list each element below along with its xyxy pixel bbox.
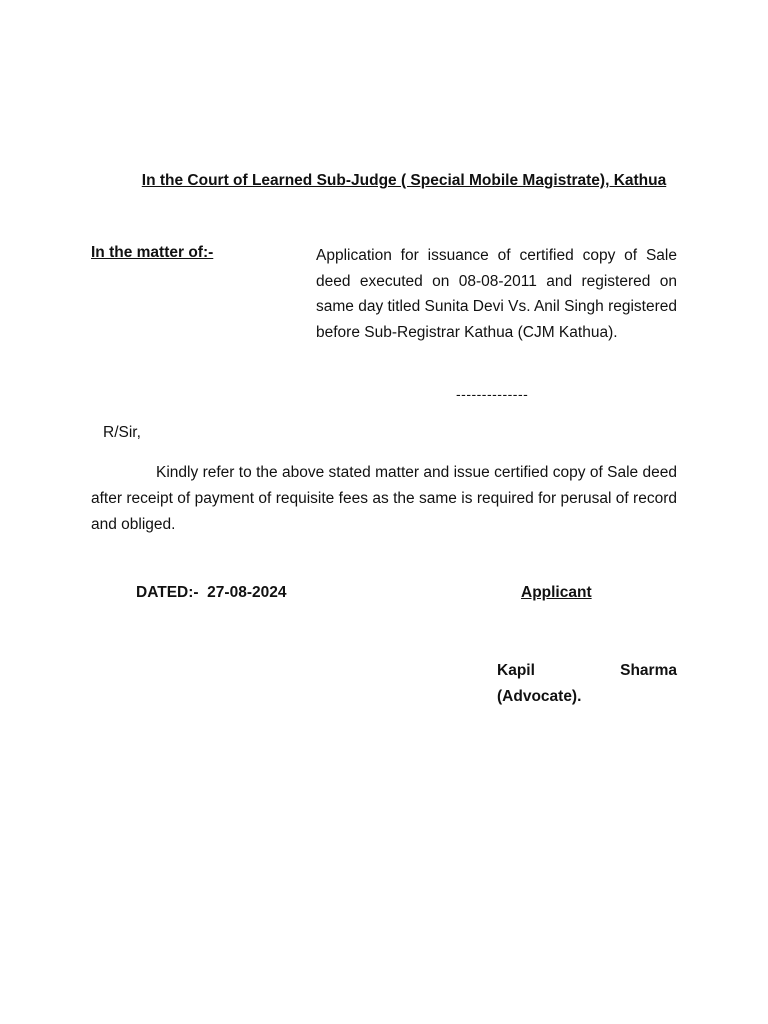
signatory-block bbox=[497, 658, 677, 709]
signatory-name bbox=[497, 658, 677, 684]
date-line: DATED:- 27-08-2024 bbox=[136, 584, 287, 601]
salutation: R/Sir, bbox=[103, 424, 141, 441]
applicant-label: Applicant bbox=[521, 584, 592, 601]
signatory-last-name: Sharma bbox=[620, 662, 677, 679]
signatory-first-name: Kapil bbox=[497, 662, 535, 679]
matter-label: In the matter of:- bbox=[91, 244, 214, 261]
request-body: Kindly refer to the above stated matter and issue certified copy of Sale deed after receipt of payment of requisite fees as the same is required for perusal of record and obliged. bbox=[91, 464, 677, 533]
separator-line: -------------- bbox=[456, 386, 529, 402]
matter-description: Application for issuance of certified copy of Sale deed executed on 08-08-2011 and registered on same day titled Sunita Devi Vs. Anil Singh registered before Sub-Registrar Kathua (CJM Kathua). bbox=[316, 247, 677, 341]
signatory-designation: (Advocate). bbox=[497, 687, 582, 705]
court-title: In the Court of Learned Sub-Judge ( Special Mobile Magistrate), Kathua bbox=[141, 172, 667, 189]
